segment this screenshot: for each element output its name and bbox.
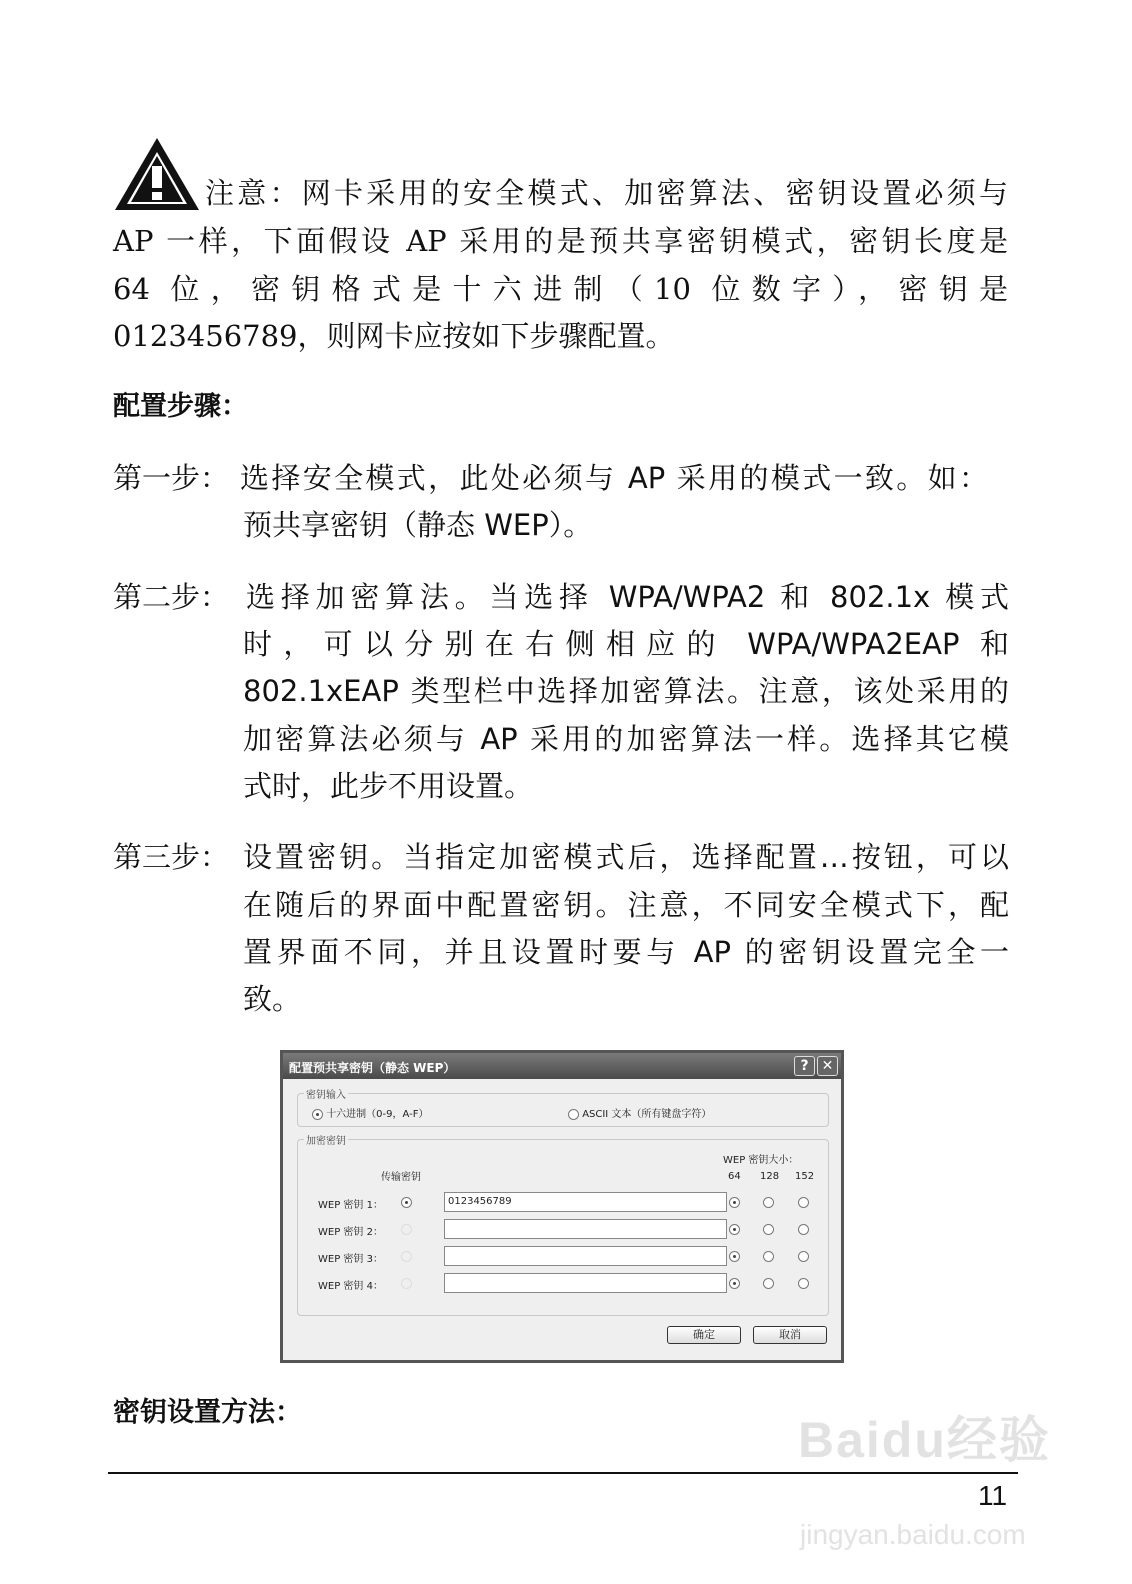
step-label: 第二步： — [113, 580, 230, 614]
size-152-header: 152 — [795, 1171, 815, 1182]
transmit-key-radio[interactable] — [401, 1197, 412, 1208]
option-label: ASCII 文本（所有键盘字符） — [582, 1109, 712, 1120]
help-button[interactable]: ? — [794, 1056, 815, 1076]
size-152-radio[interactable] — [798, 1278, 809, 1289]
step-line: 式时，此步不用设置。 — [243, 769, 534, 803]
size-152-radio[interactable] — [798, 1197, 809, 1208]
dialog-title-bar — [283, 1053, 841, 1079]
key-label: WEP 密钥 3： — [318, 1254, 383, 1265]
step-line: 在随后的界面中配置密钥。注意，不同安全模式下，配 — [243, 888, 1009, 922]
encrypt-key-group — [297, 1136, 829, 1316]
footer-rule — [108, 1472, 1018, 1474]
watermark-url: jingyan.baidu.com — [800, 1519, 1026, 1550]
size-64-radio[interactable] — [729, 1197, 740, 1208]
close-button[interactable]: ✕ — [817, 1056, 838, 1076]
size-152-radio[interactable] — [798, 1224, 809, 1235]
note-line: 64 位，密钥格式是十六进制（10 位数字），密钥是 — [113, 272, 1008, 306]
cancel-button[interactable]: 取消 — [753, 1326, 827, 1344]
hex-option[interactable] — [312, 1105, 429, 1120]
note-line: 0123456789，则网卡应按如下步骤配置。 — [113, 319, 675, 353]
wep-key-dialog — [280, 1050, 844, 1363]
step-label: 第三步： — [113, 840, 230, 874]
radio-icon[interactable] — [312, 1109, 323, 1120]
step-line: 预共享密钥（静态 WEP）。 — [243, 508, 593, 542]
dialog-title: 配置预共享密钥（静态 WEP） — [289, 1061, 456, 1075]
step-line: 设置密钥。当指定加密模式后，选择配置…按钮，可以 — [243, 840, 1009, 874]
warning-icon — [113, 136, 201, 212]
key-label: WEP 密钥 2： — [318, 1227, 383, 1238]
steps-heading: 配置步骤： — [113, 391, 248, 422]
note-line: 注意：网卡采用的安全模式、加密算法、密钥设置必须与 — [205, 176, 1008, 210]
step-line: 致。 — [243, 982, 302, 1016]
step-line: 选择加密算法。当选择 WPA/WPA2 和 802.1x 模式 — [246, 580, 1009, 614]
size-128-radio[interactable] — [763, 1278, 774, 1289]
step-line: 加密算法必须与 AP 采用的加密算法一样。选择其它模 — [243, 722, 1009, 756]
ascii-option[interactable] — [568, 1105, 711, 1120]
transmit-key-radio[interactable] — [401, 1251, 412, 1262]
key-input[interactable] — [444, 1273, 727, 1293]
key-label: WEP 密钥 4： — [318, 1281, 383, 1292]
size-128-radio[interactable] — [763, 1224, 774, 1235]
key-input[interactable] — [444, 1219, 727, 1239]
step-label: 第一步： — [113, 461, 230, 495]
size-64-radio[interactable] — [729, 1224, 740, 1235]
key-input-group — [297, 1090, 829, 1127]
page-number: 11 — [978, 1480, 1008, 1511]
transmit-key-header: 传输密钥 — [381, 1172, 421, 1183]
size-64-radio[interactable] — [729, 1251, 740, 1262]
radio-icon[interactable] — [568, 1109, 579, 1120]
baidu-watermark — [798, 1400, 1053, 1560]
size-64-header: 64 — [728, 1171, 741, 1182]
key-input[interactable]: 0123456789 — [444, 1192, 727, 1212]
group-label: 加密密钥 — [304, 1132, 348, 1147]
key-input[interactable] — [444, 1246, 727, 1266]
size-64-radio[interactable] — [729, 1278, 740, 1289]
size-128-radio[interactable] — [763, 1197, 774, 1208]
step-line: 时，可以分别在右侧相应的 WPA/WPA2EAP 和 — [243, 627, 1009, 661]
transmit-key-radio[interactable] — [401, 1224, 412, 1235]
option-label: 十六进制（0-9，A-F） — [326, 1109, 429, 1120]
size-128-header: 128 — [760, 1171, 780, 1182]
key-label: WEP 密钥 1： — [318, 1200, 383, 1211]
step-line: 选择安全模式，此处必须与 AP 采用的模式一致。如： — [240, 461, 988, 495]
step-line: 置界面不同，并且设置时要与 AP 的密钥设置完全一 — [243, 935, 1009, 969]
transmit-key-radio[interactable] — [401, 1278, 412, 1289]
size-152-radio[interactable] — [798, 1251, 809, 1262]
step-line: 802.1xEAP 类型栏中选择加密算法。注意，该处采用的 — [243, 674, 1009, 708]
size-128-radio[interactable] — [763, 1251, 774, 1262]
note-line: AP 一样，下面假设 AP 采用的是预共享密钥模式，密钥长度是 — [113, 224, 1008, 258]
ok-button[interactable]: 确定 — [667, 1326, 741, 1344]
group-label: 密钥输入 — [304, 1086, 348, 1101]
key-method-heading: 密钥设置方法： — [113, 1397, 302, 1428]
watermark-logo: Baidu经验 — [798, 1412, 1051, 1468]
key-size-header: WEP 密钥大小： — [723, 1155, 799, 1166]
